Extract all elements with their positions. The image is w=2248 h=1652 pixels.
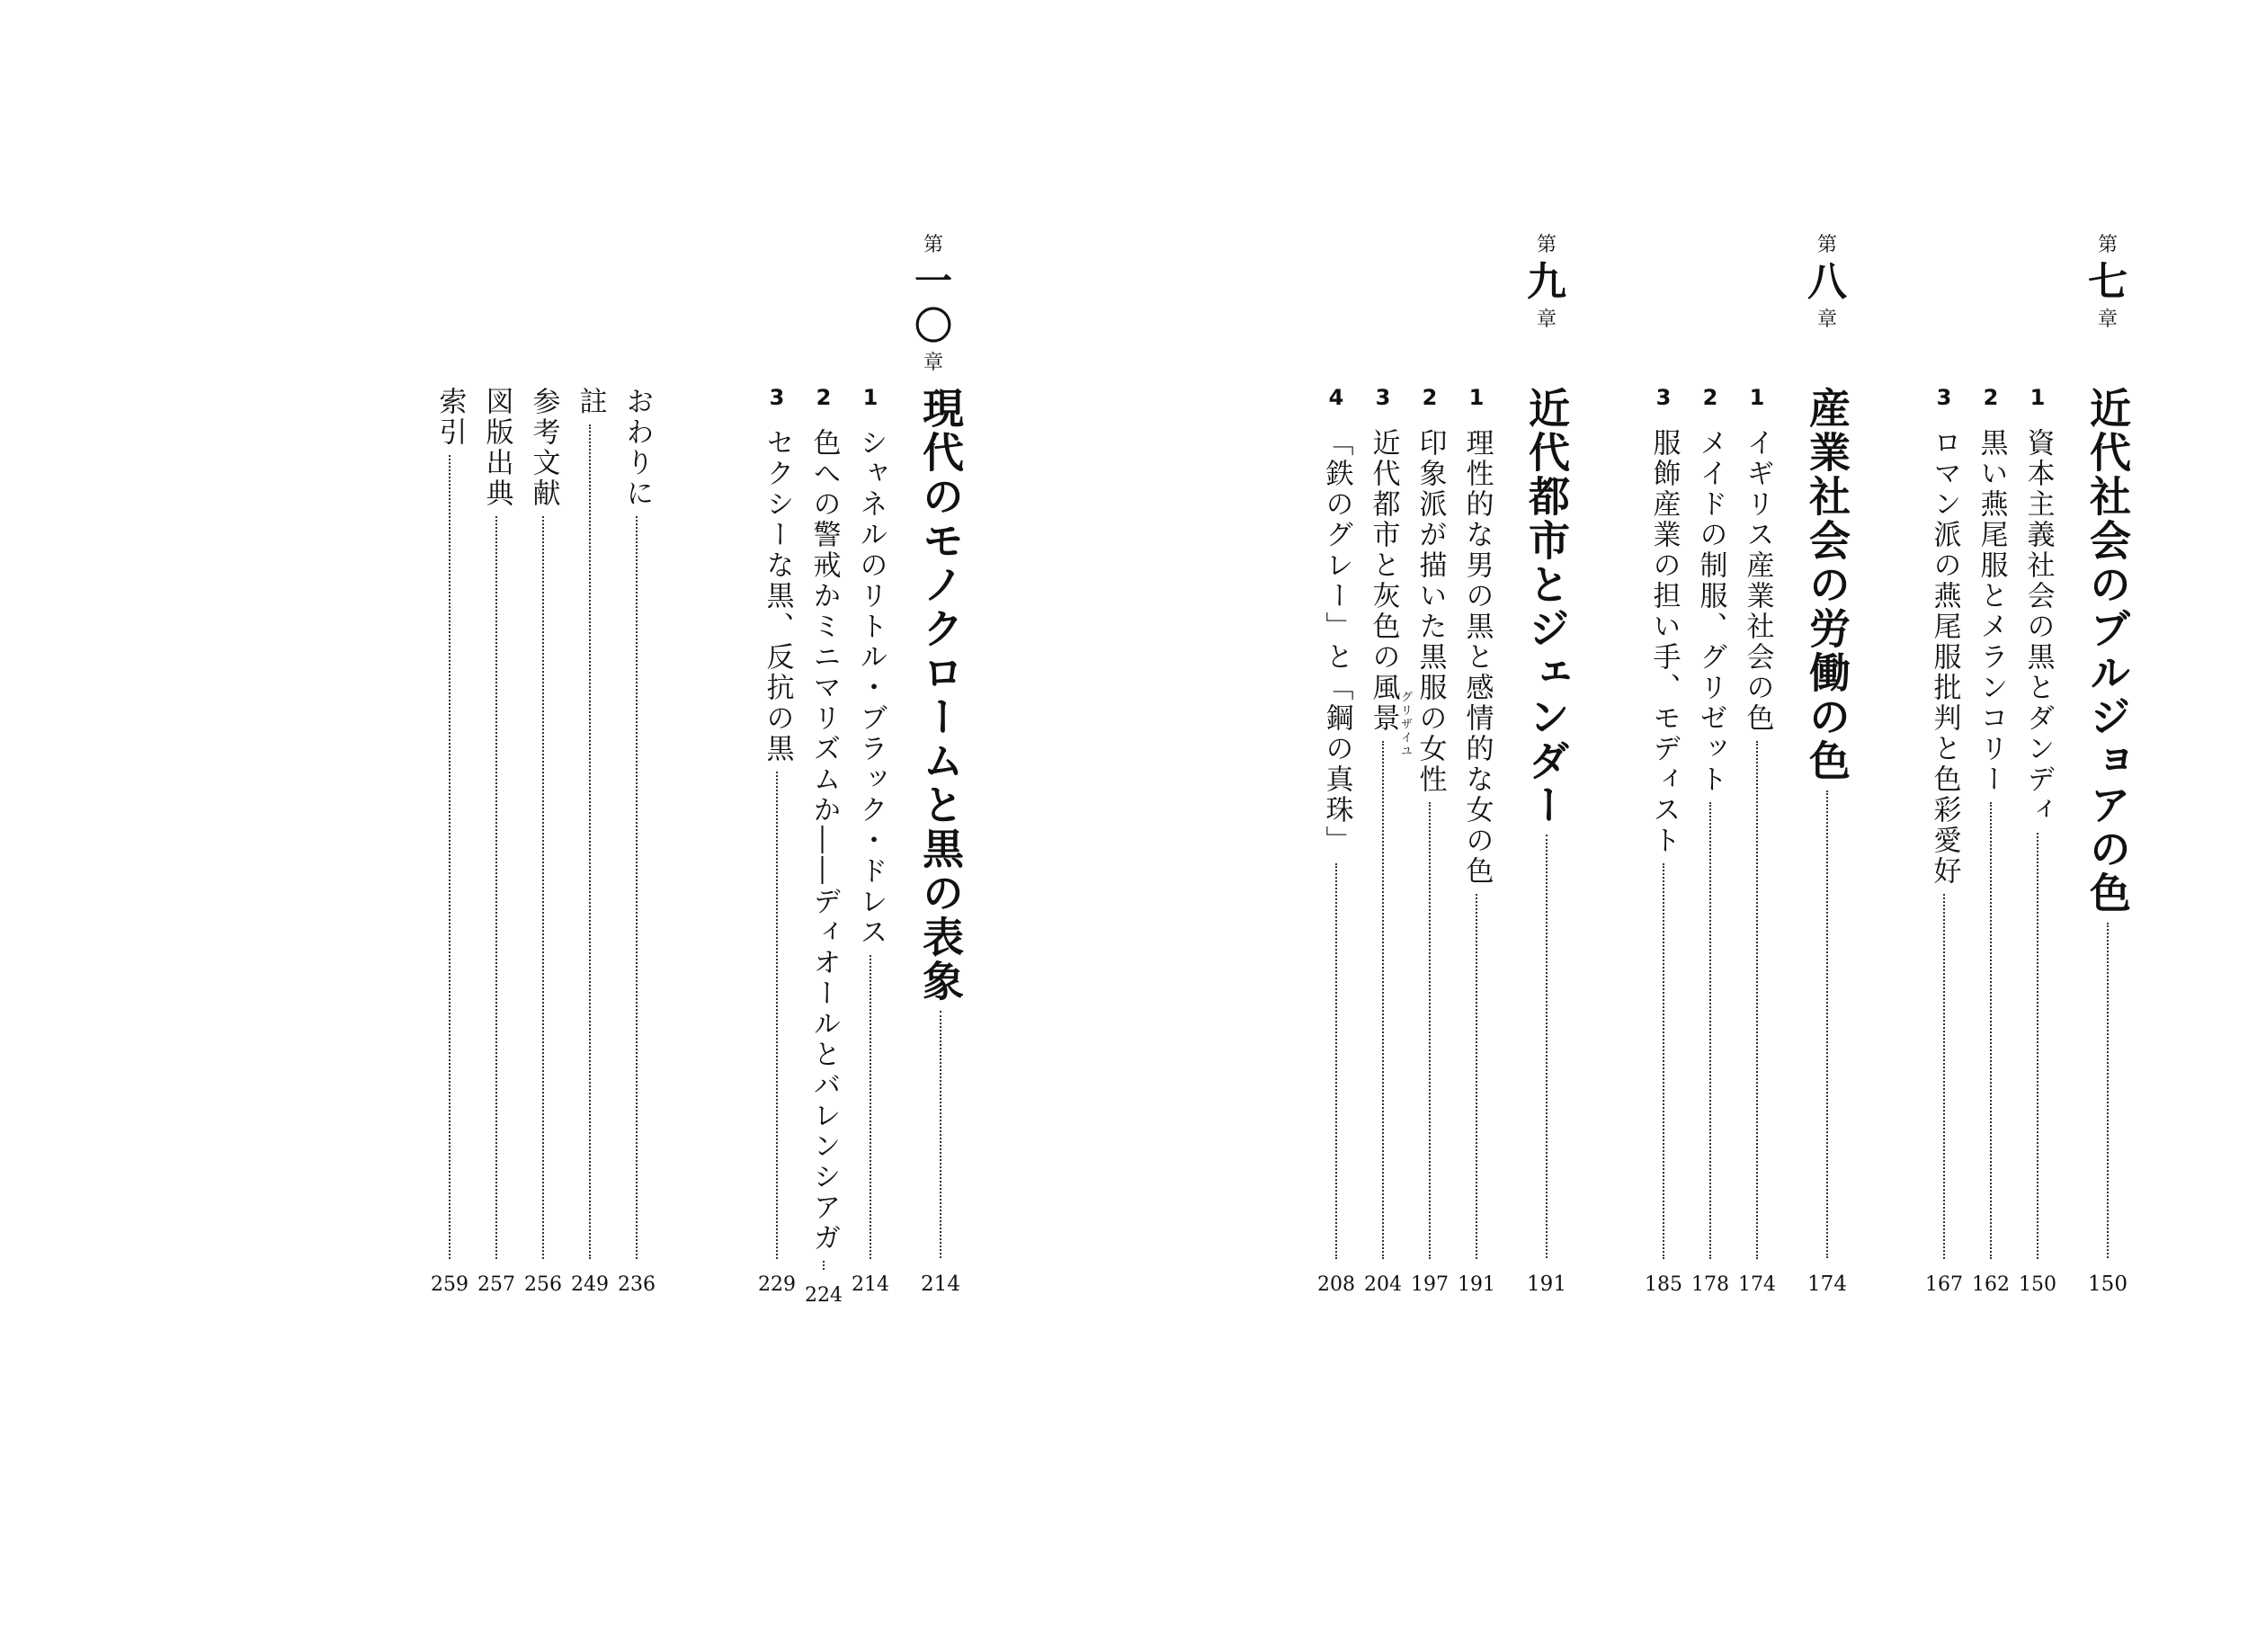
dot-leader <box>2037 833 2038 1259</box>
page-number: 162 <box>1972 1273 2010 1296</box>
dot-leader <box>1382 741 1384 1259</box>
chapter-7-section-2[interactable] <box>1972 385 2010 1296</box>
chapter-title: 現代のモノクロームと黒の表象 <box>916 387 965 1004</box>
chapter-numeral: 九 <box>1527 259 1566 305</box>
section-title: シャネルのリトル・ブラック・ドレス <box>854 428 888 948</box>
back-matter-title: 参考文献 <box>527 387 560 509</box>
dot-leader <box>542 516 544 1259</box>
dot-leader <box>1546 835 1548 1258</box>
page-number: 257 <box>477 1273 515 1296</box>
section-title: イギリス産業社会の色 <box>1741 428 1774 734</box>
chapter-7-section-3[interactable] <box>1925 385 1963 1296</box>
page-number: 167 <box>1925 1273 1963 1296</box>
chapter-7-title-entry[interactable] <box>2085 387 2130 1295</box>
page-number: 236 <box>618 1273 656 1296</box>
section-number: 2 <box>1702 385 1718 410</box>
chapter-9-label <box>1521 236 1572 330</box>
chapter-label-dai: 第 <box>923 234 943 256</box>
chapter-title: 近代都市とジェンダー <box>1522 387 1571 827</box>
chapter-label-shou: 章 <box>2097 308 2118 331</box>
back-matter-figure-sources[interactable] <box>477 387 515 1296</box>
page-number: 191 <box>1527 1272 1566 1296</box>
chapter-label-shou: 章 <box>1536 308 1557 331</box>
dot-leader <box>1709 802 1711 1259</box>
back-matter-afterword[interactable] <box>618 387 656 1296</box>
section-number: 3 <box>1655 385 1672 410</box>
page-number: 249 <box>571 1273 609 1296</box>
dot-leader <box>495 516 497 1259</box>
section-title: 色への警戒かミニマリズムか――ディオールとバレンシアガ <box>807 428 841 1254</box>
chapter-9-title-entry[interactable] <box>1524 387 1569 1295</box>
dot-leader <box>1663 863 1664 1259</box>
dot-leader <box>823 1261 825 1270</box>
section-number: 1 <box>2029 385 2046 410</box>
chapter-10-section-1[interactable] <box>854 387 887 1295</box>
page-number: 204 <box>1364 1273 1402 1296</box>
section-number: 4 <box>1328 385 1344 410</box>
chapter-label-dai: 第 <box>1816 234 1837 256</box>
chapter-numeral: 八 <box>1807 259 1847 305</box>
page-number: 174 <box>1738 1273 1776 1296</box>
ruby-annotation: グリザイユ <box>1398 691 1412 758</box>
back-matter-title: 索引 <box>433 387 467 448</box>
dot-leader <box>1429 802 1431 1259</box>
page-number: 214 <box>921 1272 960 1296</box>
dot-leader <box>1990 802 1992 1259</box>
back-matter-title: おわりに <box>620 387 654 509</box>
section-number: 2 <box>816 385 832 410</box>
dot-leader <box>449 455 450 1259</box>
dot-leader <box>1335 863 1337 1259</box>
chapter-numeral: 七 <box>2088 259 2128 305</box>
chapter-label-dai: 第 <box>2097 234 2118 256</box>
dot-leader <box>1826 790 1828 1258</box>
page-number: 174 <box>1807 1272 1847 1296</box>
page-number: 214 <box>852 1273 889 1296</box>
dot-leader <box>1476 894 1477 1259</box>
page-number: 229 <box>758 1273 796 1296</box>
section-number: 2 <box>1983 385 1999 410</box>
page-number: 259 <box>431 1273 468 1296</box>
dot-leader <box>2107 923 2109 1258</box>
section-title: セクシーな黒、反抗の黒 <box>761 428 794 764</box>
chapter-8-title-entry[interactable] <box>1805 387 1850 1295</box>
chapter-9-section-2[interactable] <box>1411 385 1449 1296</box>
section-number: 3 <box>1375 385 1391 410</box>
chapter-8-section-1[interactable] <box>1738 385 1776 1296</box>
page-number: 150 <box>2019 1273 2056 1296</box>
chapter-9-section-4[interactable] <box>1317 385 1355 1296</box>
page-number: 197 <box>1411 1273 1449 1296</box>
section-number: 3 <box>1936 385 1952 410</box>
chapter-8-section-3[interactable] <box>1647 387 1680 1295</box>
chapter-title: 産業社会の労働の色 <box>1803 387 1851 783</box>
chapter-8-label <box>1802 236 1852 330</box>
page-number: 185 <box>1645 1273 1682 1296</box>
dot-leader <box>870 955 871 1259</box>
page-number: 256 <box>524 1273 562 1296</box>
page-number: 224 <box>805 1284 843 1307</box>
chapter-numeral: 一〇 <box>914 259 952 349</box>
chapter-10-section-2[interactable] <box>805 385 843 1307</box>
chapter-title: 近代社会のブルジョアの色 <box>2083 387 2132 915</box>
chapter-10-section-3[interactable] <box>758 385 796 1296</box>
section-title: 近代都市と灰色の風景 <box>1367 428 1400 734</box>
chapter-label-shou: 章 <box>923 351 943 374</box>
chapter-label-dai: 第 <box>1536 234 1557 256</box>
back-matter-title: 図版出典 <box>480 387 513 509</box>
page-number: 191 <box>1458 1273 1495 1296</box>
section-title: 印象派が描いた黒服の女性 <box>1414 428 1447 795</box>
chapter-9-section-1[interactable] <box>1460 387 1493 1295</box>
chapter-7-section-1[interactable] <box>2021 387 2054 1295</box>
section-title: 服飾産業の担い手、モディスト <box>1647 428 1681 856</box>
chapter-8-section-2[interactable] <box>1691 385 1729 1296</box>
section-title: ロマン派の燕尾服批判と色彩愛好 <box>1928 428 1961 887</box>
chapter-10-title-entry[interactable] <box>918 387 963 1295</box>
section-title: 理性的な男の黒と感情的な女の色 <box>1460 428 1494 887</box>
dot-leader <box>776 772 778 1259</box>
chapter-9-section-3[interactable] <box>1364 385 1402 1296</box>
section-title: メイドの制服、グリゼット <box>1694 428 1727 795</box>
dot-leader <box>1943 894 1945 1259</box>
page-number: 208 <box>1317 1273 1355 1296</box>
section-title: 資本主義社会の黒とダンディ <box>2021 428 2055 826</box>
dot-leader <box>636 516 638 1259</box>
dot-leader <box>1756 741 1758 1259</box>
section-title: 黒い燕尾服とメランコリー <box>1975 428 2008 795</box>
page-number: 150 <box>2088 1272 2128 1296</box>
back-matter-title: 註 <box>574 387 607 417</box>
chapter-10-label <box>908 236 959 373</box>
back-matter-index[interactable] <box>433 387 466 1295</box>
section-number: 2 <box>1422 385 1438 410</box>
dot-leader <box>589 424 591 1259</box>
chapter-7-label <box>2083 236 2133 330</box>
chapter-label-shou: 章 <box>1816 308 1837 331</box>
section-number: 1 <box>862 385 879 410</box>
page-number: 178 <box>1691 1273 1729 1296</box>
section-title: 「鉄のグレー」と「鋼の真珠」 <box>1320 428 1353 856</box>
back-matter-notes[interactable] <box>571 387 609 1296</box>
section-number: 3 <box>769 385 785 410</box>
back-matter-bibliography[interactable] <box>524 387 562 1296</box>
section-number: 1 <box>1749 385 1765 410</box>
section-number: 1 <box>1468 385 1485 410</box>
dot-leader <box>940 1011 941 1258</box>
